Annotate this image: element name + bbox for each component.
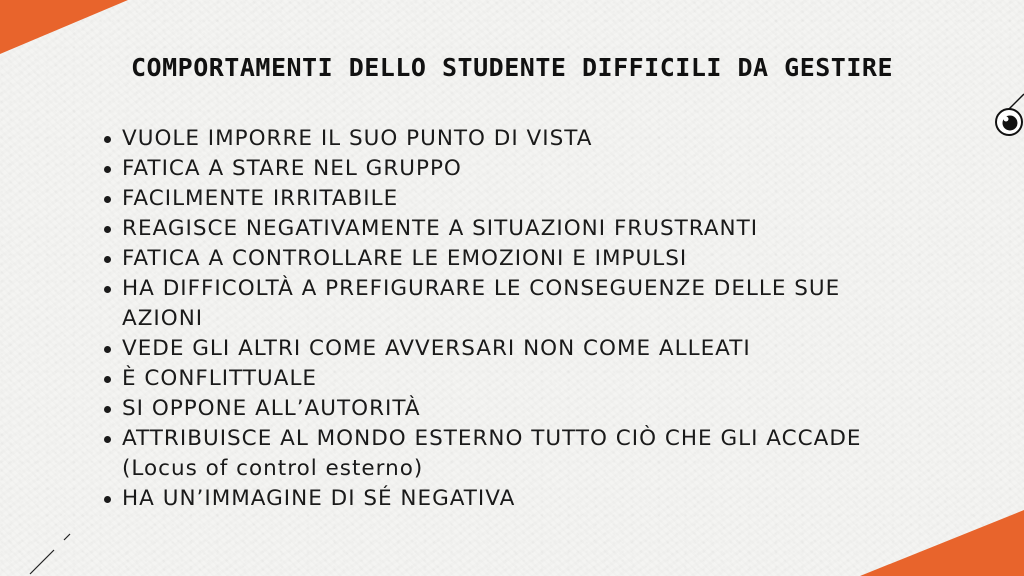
- bullet-text: È CONFLITTUALE: [122, 366, 318, 391]
- bullet-item: [104, 244, 904, 274]
- bullet-text: REAGISCE NEGATIVAMENTE A SITUAZIONI FRUSTRANTI: [122, 216, 759, 241]
- bullet-text: HA DIFFICOLTÀ A PREFIGURARE LE CONSEGUENZE DELLE SUE AZIONI: [122, 276, 841, 331]
- bullet-dot: [104, 136, 111, 143]
- bullet-text: SI OPPONE ALL’AUTORITÀ: [122, 396, 421, 421]
- bullet-item: [104, 364, 904, 394]
- bullet-dot: [104, 436, 111, 443]
- bullet-dot: [104, 196, 111, 203]
- eye-icon: [996, 94, 1024, 135]
- bullet-item: [104, 334, 904, 364]
- bullet-list: [104, 124, 904, 514]
- bullet-text: HA UN’IMMAGINE DI SÉ NEGATIVA: [122, 486, 516, 511]
- bullet-dot: [104, 166, 111, 173]
- bullet-text: FATICA A STARE NEL GRUPPO: [122, 156, 462, 181]
- corner-triangle-top-left: [0, 0, 128, 54]
- slide-title: COMPORTAMENTI DELLO STUDENTE DIFFICILI DA GESTIRE: [130, 53, 893, 82]
- bullet-dot: [104, 496, 111, 503]
- bullet-text: FACILMENTE IRRITABILE: [122, 186, 399, 211]
- bullet-item: [104, 484, 904, 514]
- bullet-item: [104, 214, 904, 244]
- bullet-text: VUOLE IMPORRE IL SUO PUNTO DI VISTA: [122, 126, 593, 151]
- corner-triangle-bottom-right: [860, 510, 1024, 576]
- bullet-item: [104, 184, 904, 214]
- bullet-text: FATICA A CONTROLLARE LE EMOZIONI E IMPULSI: [122, 246, 688, 271]
- bullet-dot: [104, 256, 111, 263]
- bullet-dot: [104, 286, 111, 293]
- bullet-item: [104, 274, 904, 334]
- bullet-dot: [104, 406, 111, 413]
- decorative-lines: [30, 534, 70, 574]
- bullet-item: [104, 124, 904, 154]
- bullet-item: [104, 424, 904, 484]
- bullet-dot: [104, 346, 111, 353]
- bullet-dot: [104, 226, 111, 233]
- bullet-text: VEDE GLI ALTRI COME AVVERSARI NON COME ALLEATI: [122, 336, 751, 361]
- bullet-text: ATTRIBUISCE AL MONDO ESTERNO TUTTO CIÒ CHE GLI ACCADE (Locus of control esterno): [122, 426, 862, 481]
- bullet-item: [104, 154, 904, 184]
- bullet-item: [104, 394, 904, 424]
- bullet-dot: [104, 376, 111, 383]
